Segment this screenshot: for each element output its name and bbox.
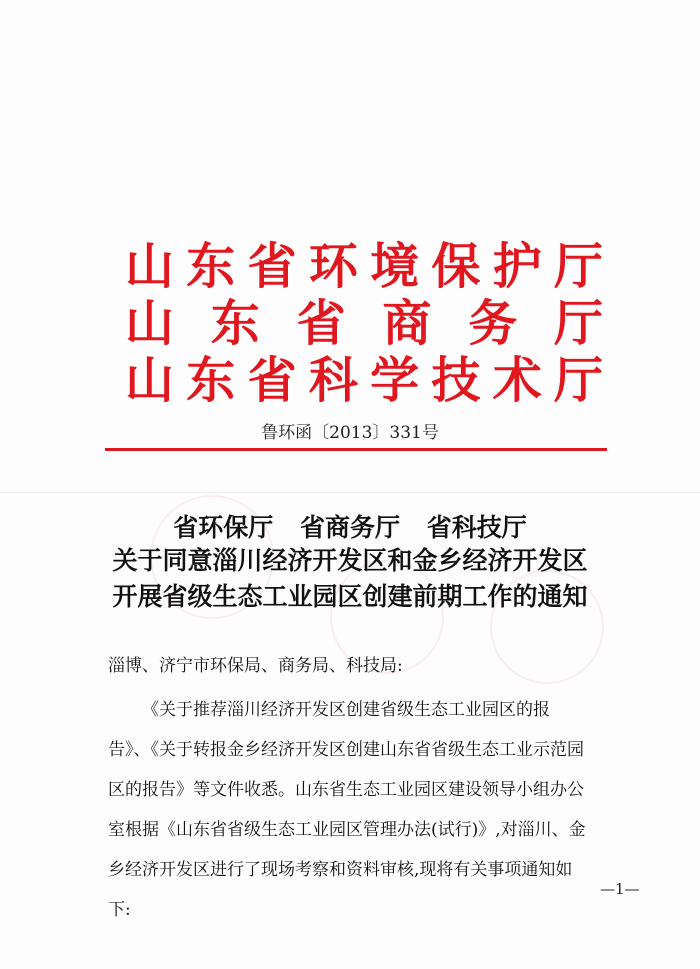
body-line: 《关于推荐淄川经济开发区创建省级生态工业园区的报 — [142, 700, 550, 720]
red-divider-line — [105, 448, 607, 451]
issuer-char: 山 — [125, 238, 175, 295]
document-number: 鲁环函〔2013〕331号 — [261, 423, 439, 443]
issuer-block — [125, 238, 603, 409]
issuer-char: 厅 — [553, 352, 603, 409]
issuer-char: 保 — [431, 238, 481, 295]
issuer-char: 东 — [186, 238, 236, 295]
page-number: —1— — [600, 880, 640, 898]
issuer-char: 山 — [125, 352, 175, 409]
issuer-char: 省 — [296, 295, 346, 352]
body-text — [108, 690, 638, 930]
body-line: 下: — [108, 900, 131, 920]
issuer-char: 护 — [492, 238, 542, 295]
notice-title-line-2: 关于同意淄川经济开发区和金乡经济开发区 — [112, 546, 588, 575]
issuer-line-2 — [125, 295, 603, 352]
issuer-char: 山 — [125, 295, 175, 352]
issuer-char: 省 — [247, 238, 297, 295]
issuer-char: 厅 — [553, 295, 603, 352]
notice-title-line-1: 省环保厅 省商务厅 省科技厅 — [173, 513, 527, 542]
body-line: 乡经济开发区进行了现场考察和资料审核,现将有关事项通知如 — [108, 860, 573, 880]
issuer-char: 术 — [492, 352, 542, 409]
body-line: 区的报告》等文件收悉。山东省生态工业园区建设领导小组办公 — [108, 780, 584, 800]
issuer-char: 省 — [247, 352, 297, 409]
issuer-char: 东 — [186, 352, 236, 409]
issuer-line-3 — [125, 352, 603, 409]
issuer-char: 科 — [308, 352, 358, 409]
issuer-char: 技 — [431, 352, 481, 409]
scan-seam — [0, 492, 700, 493]
issuer-char: 环 — [308, 238, 358, 295]
issuer-char: 务 — [468, 295, 518, 352]
body-line: 告》、《关于转报金乡经济开发区创建山东省省级生态工业示范园 — [108, 740, 584, 760]
issuer-char: 境 — [370, 238, 420, 295]
issuer-line-1 — [125, 238, 603, 295]
body-line: 室根据《山东省省级生态工业园区管理办法(试行)》,对淄川、金 — [108, 820, 586, 840]
issuer-char: 厅 — [553, 238, 603, 295]
issuer-char: 商 — [382, 295, 432, 352]
notice-title-line-3: 开展省级生态工业园区创建前期工作的通知 — [112, 582, 588, 611]
addressee: 淄博、济宁市环保局、商务局、科技局: — [108, 656, 403, 676]
issuer-char: 学 — [370, 352, 420, 409]
issuer-char: 东 — [210, 295, 260, 352]
